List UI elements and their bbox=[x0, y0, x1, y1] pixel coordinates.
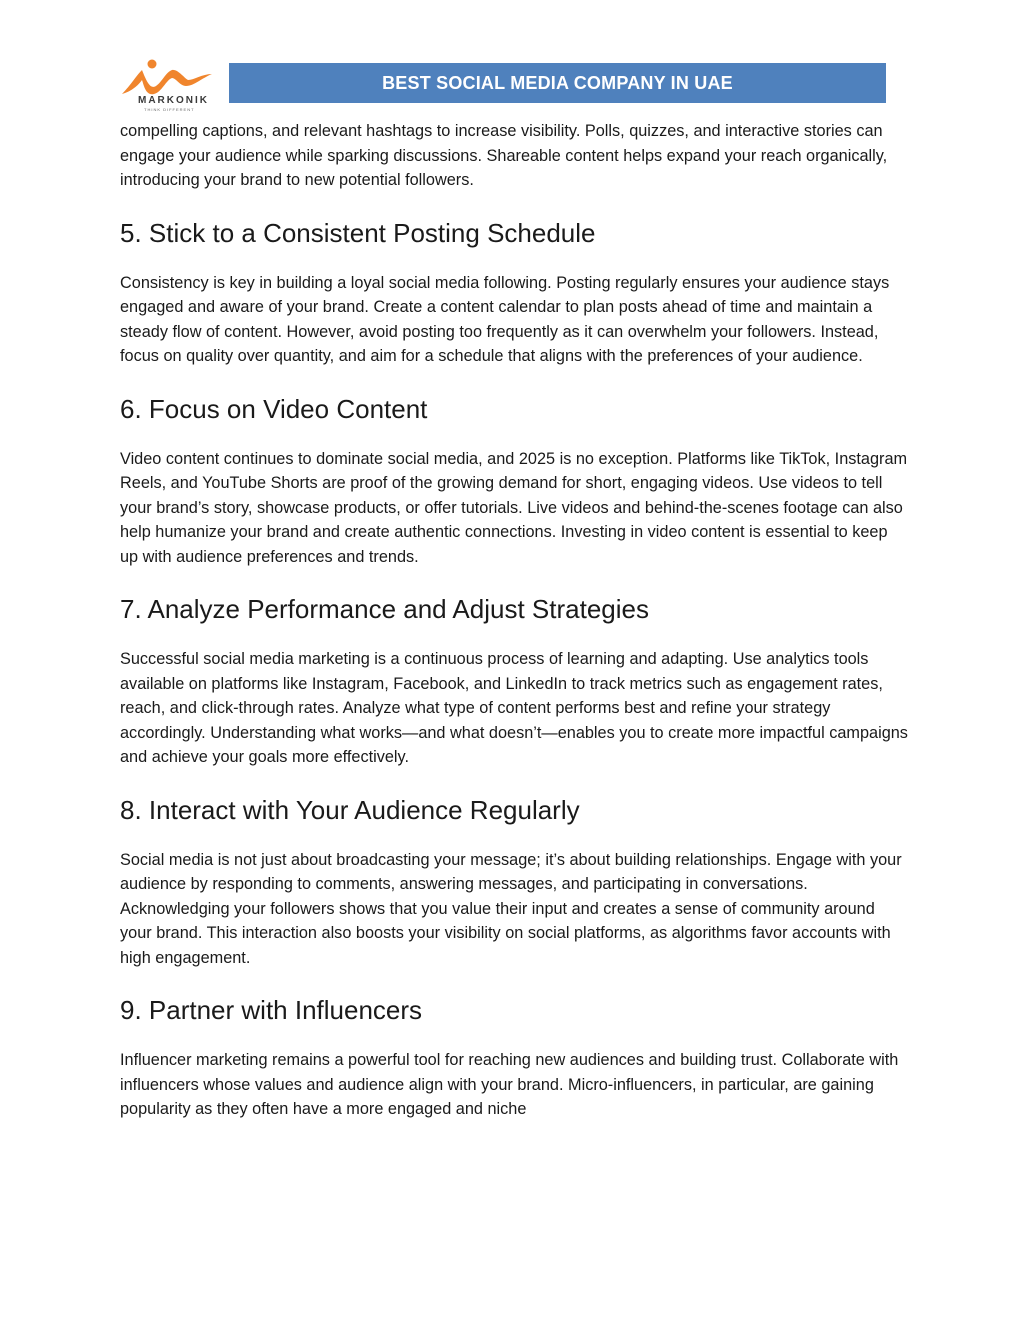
section-heading: 7. Analyze Performance and Adjust Strategies bbox=[120, 594, 649, 624]
logo-mark-icon bbox=[116, 56, 216, 96]
intro-paragraph: compelling captions, and relevant hashtags to increase visibility. Polls, quizzes, and interactive stories can engage your audience while sparking discussions. Shareable content helps expand your reach organically, introducing your brand to new potential followers. bbox=[120, 122, 888, 189]
section-paragraph: Influencer marketing remains a powerful tool for reaching new audiences and building trust. Collaborate with influencers whose values and audience align with your brand. Micro-influencers, in particular, are gaining popularity as they often have a more engaged and niche bbox=[120, 1051, 899, 1118]
header-banner: BEST SOCIAL MEDIA COMPANY IN UAE bbox=[229, 63, 886, 103]
section-heading: 5. Stick to a Consistent Posting Schedule bbox=[120, 217, 596, 248]
section-9 bbox=[120, 994, 910, 1122]
logo-wordmark: MARKONIK bbox=[138, 95, 209, 106]
section-paragraph: Successful social media marketing is a continuous process of learning and adapting. Use analytics tools available on platforms like Instagram, Facebook, and LinkedIn to track metrics such as engagement rates, reach, and click-through rates. Analyze what type of content performs best and refine your strategy accordingly. Understanding what works—and what doesn’t—enables you to create more impactful campaigns and achieve your goals more effectively. bbox=[120, 650, 908, 766]
section-heading: 8. Interact with Your Audience Regularly bbox=[120, 794, 580, 825]
section-heading: 9. Partner with Influencers bbox=[120, 995, 423, 1025]
section-8 bbox=[120, 794, 910, 971]
section-paragraph: Video content continues to dominate social media, and 2025 is no exception. Platforms like TikTok, Instagram Reels, and YouTube Shorts are proof of the growing demand for short, engaging videos. Use videos to tell your brand’s story, showcase products, or offer tutorials. Live videos and behind-the-scenes footage can also help humanize your brand and create authentic connections. Investing in video content is essential to keep up with audience preferences and trends. bbox=[120, 449, 908, 566]
section-6 bbox=[120, 393, 910, 570]
section-7 bbox=[120, 593, 910, 770]
section-heading: 6. Focus on Video Content bbox=[120, 393, 428, 424]
logo-tagline: THINK DIFFERENT bbox=[144, 107, 195, 112]
section-paragraph: Social media is not just about broadcasting your message; it’s about building relationships. Engage with your audience by responding to comments, answering messages, and participating in conversations. Acknowledging your followers shows that you value their input and creates a sense of community around your brand. This interaction also boosts your visibility on social platforms, as algorithms favor accounts with high engagement. bbox=[120, 850, 902, 967]
article-body bbox=[120, 119, 910, 1146]
section-paragraph: Consistency is key in building a loyal social media following. Posting regularly ensures your audience stays engaged and aware of your brand. Create a content calendar to plan posts ahead of time and maintain a steady flow of content. However, avoid posting too frequently as it can overwhelm your followers. Instead, focus on quality over quantity, and aim for a schedule that aligns with the preferences of your audience. bbox=[120, 273, 890, 365]
markonik-logo bbox=[116, 56, 216, 116]
section-5 bbox=[120, 217, 910, 369]
